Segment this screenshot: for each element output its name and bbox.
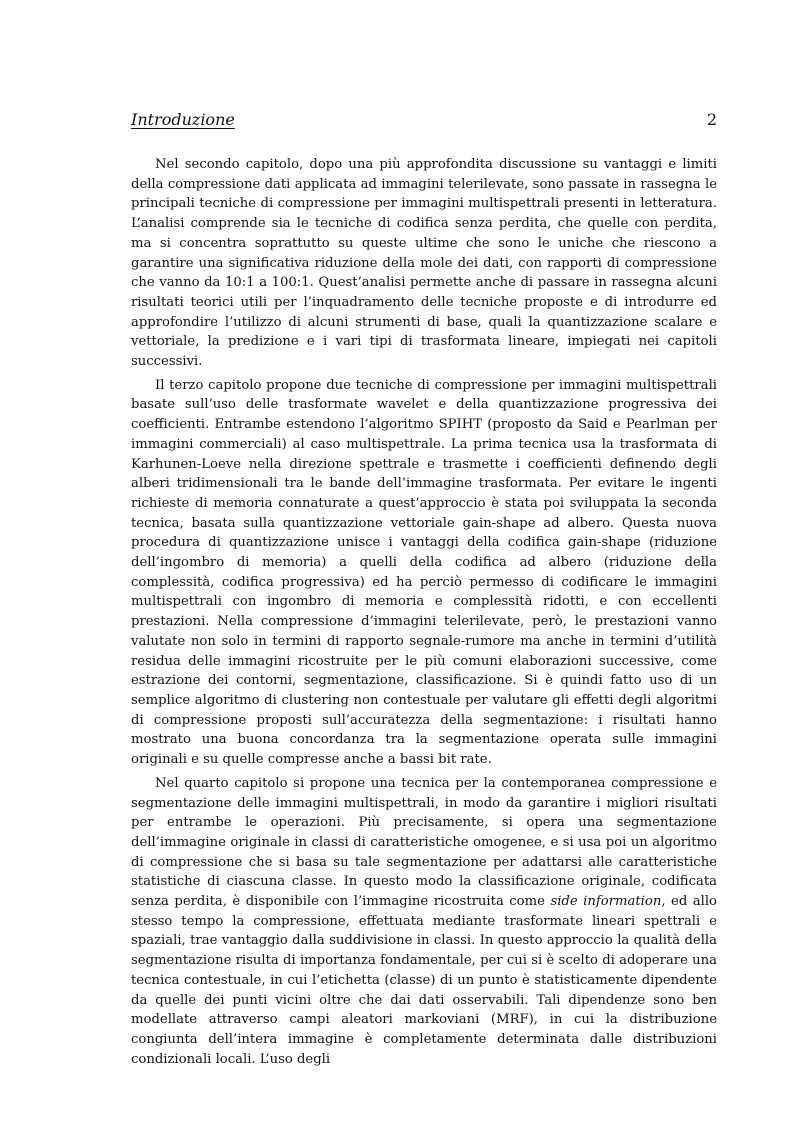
running-title: Introduzione (131, 110, 235, 129)
page-number: 2 (706, 110, 717, 129)
paragraph-1 (131, 155, 717, 372)
paragraph-2 (131, 376, 717, 770)
paragraph-1-text: Nel secondo capitolo, dopo una più approfondita discussione su vantaggi e limiti della compressione dati applicata ad immagini telerilevate, sono passate in rassegna le principali tecniche di compressione per immagini multispettrali presenti in letteratura. L’analisi comprende sia le tecniche di codifica senza perdita, che quelle con perdita, ma si concentra soprattutto su queste ultime che sono le uniche che riescono a garantire una significativa riduzione della mole dei dati, con rapporti di compressione che vanno da 10:1 a 100:1. Quest’analisi permette anche di passare in rassegna alcuni risultati teorici utili per l’inquadramento delle tecniche proposte e di introdurre ed approfondire l’utilizzo di alcuni strumenti di base, quali la quantizzazione scalare e vettoriale, la predizione e i vari tipi di trasformata lineare, impiegati nei capitoli successivi. (131, 157, 717, 370)
paragraph-3-text-part-1: Nel quarto capitolo si propone una tecnica per la contemporanea compressione e segmentazione delle immagini multispettrali, in modo da garantire i migliori risultati per entrambe le operazioni. Più precisamente, si opera una segmentazione dell’immagine originale in classi di caratteristiche omogenee, e si usa poi un algoritmo di compressione che si basa su tale segmentazione per adattarsi alle caratteristiche statistiche di ciascuna classe. In questo modo la classificazione originale, codificata senza perdita, è disponibile con l’immagine ricostruita come (131, 775, 717, 910)
paragraph-3 (131, 774, 717, 1070)
running-head (131, 110, 717, 134)
paragraph-2-text: Il terzo capitolo propone due tecniche di compressione per immagini multispettrali basate sull’uso delle trasformate wavelet e della quantizzazione progressiva dei coefficienti. Entrambe estendono l’algoritmo SPIHT (proposto da Said e Pearlman per immagini commerciali) al caso multispettrale. La prima tecnica usa la trasformata di Karhunen-Loeve nella direzione spettrale e trasmette i coefficienti definendo degli alberi tridimensionali tra le bande dell’immagine trasformata. Per evitare le ingenti richieste di memoria connaturate a quest’approccio è stata poi sviluppata la seconda tecnica, basata sulla quantizzazione vettoriale gain-shape ad albero. Questa nuova procedura di quantizzazione unisce i vantaggi della codifica gain-shape (riduzione dell’ingombro di memoria) a quelli della codifica ad albero (riduzione della complessità, codifica progressiva) ed ha perciò permesso di codificare le immagini multispettrali con ingombro di memoria e complessità ridotti, e con eccellenti prestazioni. Nella compressione d’immagini telerilevate, però, le prestazioni vanno valutate non solo in termini di rapporto segnale-rumore ma anche in termini d’utilità residua delle immagini ricostruite per le più comuni elaborazioni successive, come estrazione dei contorni, segmentazione, classificazione. Si è quindi fatto uso di un semplice algoritmo di clustering non contestuale per valutare gli effetti degli algoritmi di compressione proposti sull’accuratezza della segmentazione: i risultati hanno mostrato una buona concordanza tra la segmentazione operata sulle immagini originali e su quelle compresse anche a bassi bit rate. (131, 377, 717, 768)
body-text (131, 155, 717, 1073)
paragraph-3-italic-term: side information (550, 894, 662, 910)
paragraph-3-text-part-2: , ed allo stesso tempo la compressione, effettuata mediante trasformate lineari spettrali e spaziali, trae vantaggio dalla suddivisione in classi. In questo approccio la qualità della segmentazione risulta di importanza fondamentale, per cui si è scelto di adoperare una tecnica contestuale, in cui l’etichetta (classe) di un punto è statisticamente dipendente da quelle dei punti vicini oltre che dai dati osservabili. Tali dipendenze sono ben modellate attraverso campi aleatori markoviani (MRF), in cui la distribuzione congiunta dell’intera immagine è completamente determinata dalle distribuzioni condizionali locali. L’uso degli (131, 894, 718, 1067)
